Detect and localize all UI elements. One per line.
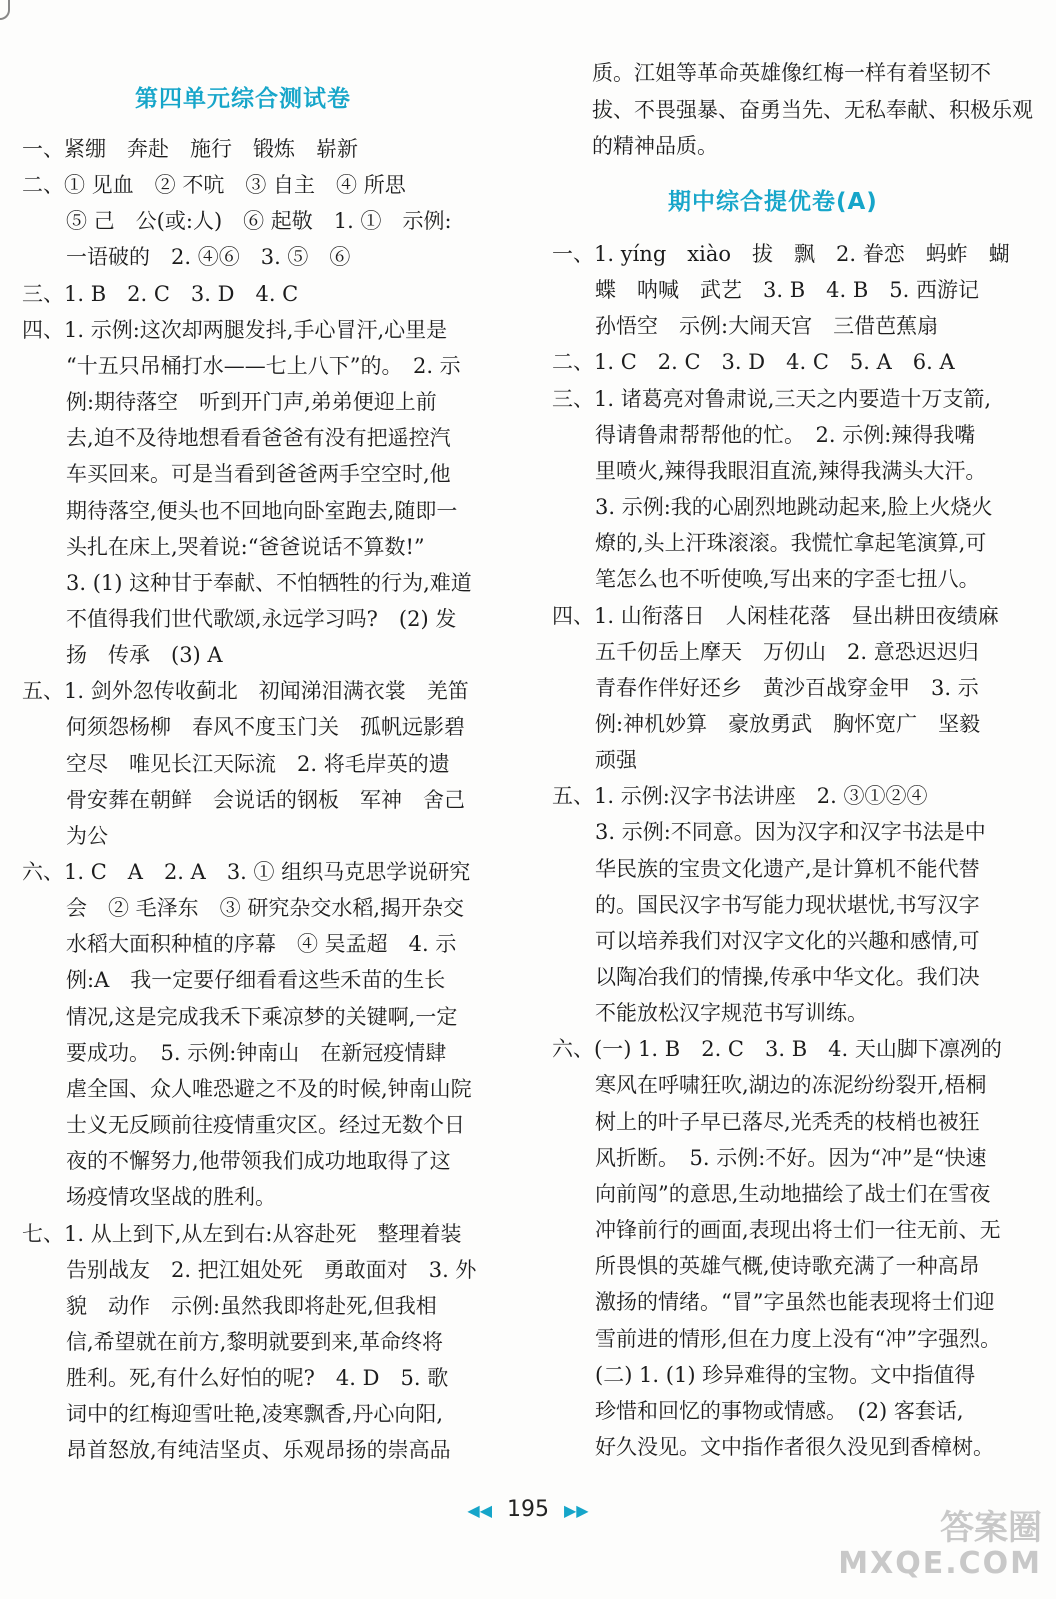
answer-line: 向前闯”的意思,生动地描绘了战士们在雪夜: [595, 1181, 991, 1206]
page-number: 195: [507, 1497, 549, 1522]
answer-line: 所畏惧的英雄气概,使诗歌充满了一种高昂: [595, 1254, 980, 1279]
answer-line: 珍惜和回忆的事物或情感。 (2) 客套话,: [595, 1398, 964, 1423]
answer-line: 四、1. 山衔落日 人闲桂花落 昼出耕田夜绩麻: [552, 603, 999, 628]
answer-line: 雪前进的情形,但在力度上没有“冲”字强烈。: [595, 1326, 1002, 1351]
answer-line: 3. 示例:不同意。因为汉字和汉字书法是中: [595, 820, 986, 845]
answer-line: 3. (1) 这种甘于奉献、不怕牺牲的行为,难道: [66, 570, 472, 595]
answer-line: 告别战友 2. 把江姐处死 勇敢面对 3. 外: [66, 1257, 477, 1282]
prev-arrow-icon: ◀◀: [467, 1501, 492, 1520]
answer-line: 孙悟空 示例:大闹天宫 三借芭蕉扇: [595, 314, 939, 339]
answer-line: 例:神机妙算 豪放勇武 胸怀宽广 坚毅: [595, 711, 981, 736]
answer-line: 夜的不懈努力,他带领我们成功地取得了这: [66, 1149, 451, 1174]
answer-line: 昂首怒放,有纯洁坚贞、乐观昂扬的崇高品: [66, 1438, 451, 1463]
answer-line: 一语破的 2. ④⑥ 3. ⑤ ⑥: [66, 245, 351, 270]
answer-line: 的精神品质。: [592, 134, 718, 158]
section-heading-midterm: 期中综合提优卷(A): [668, 189, 878, 215]
answer-line: 词中的红梅迎雪吐艳,凌寒飘香,丹心向阳,: [66, 1402, 444, 1427]
answer-line: 胜利。死,有什么好怕的呢? 4. D 5. 歌: [66, 1366, 449, 1391]
section-heading-unit4: 第四单元综合测试卷: [135, 86, 351, 112]
answer-line: 例:期待落空 听到开门声,弟弟便迎上前: [66, 390, 437, 415]
answer-line: 蝶 呐喊 武艺 3. B 4. B 5. 西游记: [595, 278, 979, 303]
answer-line: (二) 1. (1) 珍异难得的宝物。文中指值得: [595, 1362, 976, 1387]
watermark-top: 答案圈: [940, 1508, 1042, 1548]
answer-line: 要成功。 5. 示例:钟南山 在新冠疫情肆: [66, 1040, 447, 1065]
answer-line: 为公: [66, 823, 108, 848]
answer-line: 3. 示例:我的心剧烈地跳动起来,脸上火烧火: [595, 495, 993, 520]
answer-line: 可以培养我们对汉字文化的兴趣和感情,可: [595, 928, 980, 953]
answer-line: 得请鲁肃帮帮他的忙。 2. 示例:辣得我嘴: [595, 422, 976, 447]
answer-line: 去,迫不及待地想看看爸爸有没有把遥控汽: [66, 426, 451, 451]
answer-line: 车买回来。可是当看到爸爸两手空空时,他: [66, 462, 451, 487]
answer-line: 士义无反顾前往疫情重灾区。经过无数个日: [66, 1113, 465, 1138]
answer-line: 貌 动作 示例:虽然我即将赴死,但我相: [66, 1293, 437, 1318]
answer-line: 青春作伴好还乡 黄沙百战穿金甲 3. 示: [595, 675, 979, 700]
answer-line: 的。国民汉字书写能力现状堪忧,书写汉字: [595, 892, 980, 917]
corner-mark: [0, 0, 10, 20]
answer-line: 二、① 见血 ② 不吭 ③ 自主 ④ 所思: [22, 173, 406, 198]
answer-line: 顽强: [595, 748, 637, 773]
answer-line: 五千仞岳上摩天 万仞山 2. 意恐迟迟归: [595, 639, 979, 664]
answer-line: 七、1. 从上到下,从左到右:从容赴死 整理着装: [22, 1221, 462, 1246]
answer-line: 激扬的情绪。“冒”字虽然也能表现将士们迎: [595, 1290, 995, 1315]
answer-line: 风折断。 5. 示例:不好。因为“冲”是“快速: [595, 1145, 987, 1170]
answer-line: 质。江姐等革命英雄像红梅一样有着坚韧不: [592, 61, 991, 85]
answer-line: 树上的叶子早已落尽,光秃秃的枝梢也被狂: [595, 1109, 980, 1134]
answer-line: 情况,这是完成我禾下乘凉梦的关键啊,一定: [66, 1004, 458, 1029]
answer-line: 扬 传承 (3) A: [66, 643, 223, 668]
answer-line: 例:A 我一定要仔细看看这些禾苗的生长: [66, 968, 446, 993]
answer-line: 不值得我们世代歌颂,永远学习吗? (2) 发: [66, 606, 457, 631]
answer-line: 一、1. yíng xiào 拔 飘 2. 眷恋 蚂蚱 蝴: [552, 242, 1010, 266]
answer-line: 里喷火,辣得我眼泪直流,辣得我满头大汗。: [595, 458, 987, 483]
answer-line: 好久没见。文中指作者很久没见到香樟树。: [595, 1434, 994, 1459]
watermark-bottom: MXQE.COM: [838, 1546, 1042, 1581]
answer-line: 场疫情攻坚战的胜利。: [66, 1185, 276, 1210]
answer-line: 华民族的宝贵文化遗产,是计算机不能代替: [595, 856, 980, 881]
answer-line: 何须怨杨柳 春风不度玉门关 孤帆远影碧: [66, 715, 465, 740]
answer-line: 五、1. 示例:汉字书法讲座 2. ③①②④: [552, 784, 928, 809]
answer-line: 虐全国、众人唯恐避之不及的时候,钟南山院: [66, 1076, 472, 1101]
answer-line: 一、紧绷 奔赴 施行 锻炼 崭新: [22, 137, 358, 161]
answer-line: 不能放松汉字规范书写训练。: [595, 1001, 868, 1026]
answer-line: 骨安葬在朝鲜 会说话的钢板 军神 舍己: [66, 787, 465, 812]
answer-line: 燎的,头上汗珠滚滚。我慌忙拿起笔演算,可: [595, 531, 987, 556]
answer-line: 以陶冶我们的情操,传承中华文化。我们决: [595, 965, 980, 989]
answer-line: 拔、不畏强暴、奋勇当先、无私奉献、积极乐观: [592, 97, 1033, 122]
watermark: [838, 1510, 1042, 1582]
answer-line: 冲锋前行的画面,表现出将士们一往无前、无: [595, 1218, 1001, 1243]
answer-line: 期待落空,便头也不回地向卧室跑去,随即一: [66, 498, 458, 523]
answer-line: 笔怎么也不听使唤,写出来的字歪七扭八。: [595, 567, 980, 592]
answer-line: 头扎在床上,哭着说:“爸爸说话不算数!”: [66, 534, 425, 559]
answer-line: 六、(一) 1. B 2. C 3. B 4. 天山脚下凛冽的: [552, 1037, 1002, 1062]
answer-line: 寒风在呼啸狂吹,湖边的冻泥纷纷裂开,梧桐: [595, 1073, 987, 1098]
answer-line: 水稻大面积种植的序幕 ④ 吴孟超 4. 示: [66, 932, 457, 957]
answer-line: 六、1. C A 2. A 3. ① 组织马克思学说研究: [22, 860, 471, 884]
answer-line: 四、1. 示例:这次却两腿发抖,手心冒汗,心里是: [22, 317, 448, 342]
answer-line: 会 ② 毛泽东 ③ 研究杂交水稻,揭开杂交: [66, 896, 465, 921]
answer-line: 信,希望就在前方,黎明就要到来,革命终将: [66, 1329, 444, 1354]
answer-line: 空尽 唯见长江天际流 2. 将毛岸英的遗: [66, 751, 450, 776]
answer-line: ⑤ 己 公(或:人) ⑥ 起敬 1. ① 示例:: [66, 209, 452, 234]
answer-line: 三、1. 诸葛亮对鲁肃说,三天之内要造十万支箭,: [552, 386, 992, 411]
answer-line: 二、1. C 2. C 3. D 4. C 5. A 6. A: [552, 350, 955, 375]
answer-line: “十五只吊桶打水——七上八下”的。 2. 示: [66, 353, 461, 378]
answer-line: 五、1. 剑外忽传收蓟北 初闻涕泪满衣裳 羌笛: [22, 679, 469, 704]
answer-line: 三、1. B 2. C 3. D 4. C: [22, 281, 299, 306]
next-arrow-icon: ▶▶: [564, 1501, 589, 1520]
